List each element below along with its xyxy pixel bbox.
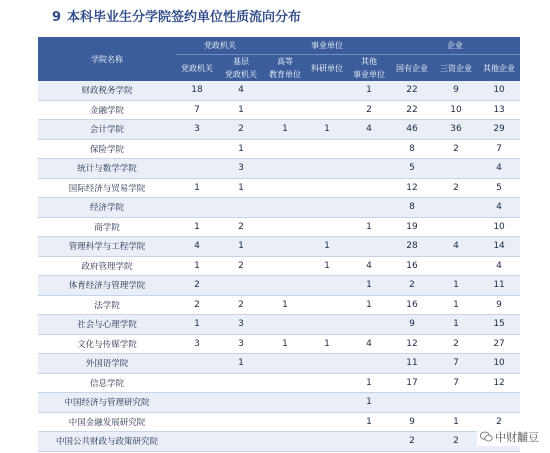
table-cell: 2 bbox=[390, 276, 434, 296]
table-cell bbox=[348, 237, 390, 257]
column-header: 三资企业 bbox=[434, 55, 478, 82]
table-cell: 11 bbox=[390, 354, 434, 374]
table-cell bbox=[264, 217, 306, 237]
table-cell bbox=[264, 159, 306, 179]
table-row bbox=[38, 256, 520, 276]
table-cell: 2 bbox=[218, 120, 264, 140]
college-name: 社会与心理学院 bbox=[38, 315, 176, 335]
table-cell bbox=[264, 256, 306, 276]
table-cell: 2 bbox=[176, 276, 218, 296]
college-name: 中国金融发展研究院 bbox=[38, 412, 176, 432]
college-name: 商学院 bbox=[38, 217, 176, 237]
table-cell: 2 bbox=[434, 139, 478, 159]
wechat-icon bbox=[480, 430, 493, 443]
group-header-enterprise: 企业 bbox=[390, 37, 520, 55]
college-name: 法学院 bbox=[38, 295, 176, 315]
table-cell: 11 bbox=[478, 276, 520, 296]
table-cell: 17 bbox=[390, 373, 434, 393]
table-cell bbox=[348, 198, 390, 218]
table-cell: 1 bbox=[434, 315, 478, 335]
table-row bbox=[38, 412, 520, 432]
table-cell bbox=[348, 178, 390, 198]
table-cell: 4 bbox=[478, 198, 520, 218]
table-cell: 5 bbox=[390, 159, 434, 179]
table-cell: 1 bbox=[218, 139, 264, 159]
table-row bbox=[38, 334, 520, 354]
table-cell: 1 bbox=[348, 295, 390, 315]
table-cell bbox=[434, 217, 478, 237]
table-cell bbox=[176, 198, 218, 218]
table-cell bbox=[264, 354, 306, 374]
column-header: 国有企业 bbox=[390, 55, 434, 82]
table-cell: 36 bbox=[434, 120, 478, 140]
college-name: 经济学院 bbox=[38, 198, 176, 218]
table-cell: 19 bbox=[390, 217, 434, 237]
table-cell: 1 bbox=[348, 373, 390, 393]
table-cell: 1 bbox=[218, 354, 264, 374]
table-cell: 9 bbox=[434, 81, 478, 100]
table-cell bbox=[176, 393, 218, 413]
table-cell: 1 bbox=[176, 315, 218, 335]
college-name: 中国经济与管理研究院 bbox=[38, 393, 176, 413]
table-cell: 1 bbox=[348, 81, 390, 100]
table-cell: 1 bbox=[218, 237, 264, 257]
watermark-text: 中财黼豆 bbox=[495, 431, 539, 444]
table-cell: 9 bbox=[478, 295, 520, 315]
table-cell: 7 bbox=[434, 373, 478, 393]
table-cell: 4 bbox=[348, 120, 390, 140]
table-cell: 28 bbox=[390, 237, 434, 257]
table-cell bbox=[306, 217, 348, 237]
college-name: 中国公共财政与政策研究院 bbox=[38, 432, 176, 452]
table-cell bbox=[478, 393, 520, 413]
table-cell: 1 bbox=[176, 256, 218, 276]
group-header-gov: 党政机关 bbox=[176, 37, 264, 55]
table-cell: 2 bbox=[218, 217, 264, 237]
table-cell: 5 bbox=[478, 178, 520, 198]
table-cell: 14 bbox=[478, 237, 520, 257]
college-name: 国际经济与贸易学院 bbox=[38, 178, 176, 198]
group-header-institution: 事业单位 bbox=[264, 37, 390, 55]
table-row bbox=[38, 237, 520, 257]
table-cell bbox=[348, 432, 390, 452]
table-cell: 18 bbox=[176, 81, 218, 100]
table-cell: 1 bbox=[348, 276, 390, 296]
column-header: 其他 事业单位 bbox=[348, 55, 390, 82]
table-cell bbox=[264, 178, 306, 198]
table-cell bbox=[218, 276, 264, 296]
table-cell bbox=[264, 237, 306, 257]
table-cell: 1 bbox=[264, 334, 306, 354]
column-header: 基层 党政机关 bbox=[218, 55, 264, 82]
table-cell bbox=[218, 432, 264, 452]
table-cell: 1 bbox=[176, 178, 218, 198]
table-cell: 4 bbox=[434, 237, 478, 257]
table-cell bbox=[176, 432, 218, 452]
table-cell: 8 bbox=[390, 139, 434, 159]
table-cell: 2 bbox=[478, 412, 520, 432]
college-name: 财政税务学院 bbox=[38, 81, 176, 100]
column-header: 党政机关 bbox=[176, 55, 218, 82]
table-cell bbox=[348, 315, 390, 335]
table-cell: 7 bbox=[176, 100, 218, 120]
table-cell bbox=[176, 354, 218, 374]
table-cell: 1 bbox=[348, 412, 390, 432]
table-cell: 4 bbox=[176, 237, 218, 257]
section-number: 9 bbox=[52, 10, 62, 25]
table-cell bbox=[264, 276, 306, 296]
table-cell bbox=[434, 198, 478, 218]
table-cell: 10 bbox=[478, 217, 520, 237]
table-cell bbox=[434, 159, 478, 179]
table-row bbox=[38, 217, 520, 237]
college-name: 统计与数学学院 bbox=[38, 159, 176, 179]
table-cell: 1 bbox=[218, 100, 264, 120]
table-cell: 12 bbox=[390, 334, 434, 354]
table-cell bbox=[176, 412, 218, 432]
table-cell: 3 bbox=[176, 334, 218, 354]
table-cell: 3 bbox=[218, 159, 264, 179]
table-cell bbox=[218, 393, 264, 413]
table-cell bbox=[434, 256, 478, 276]
table-row bbox=[38, 198, 520, 218]
table-cell: 2 bbox=[434, 334, 478, 354]
column-header: 高等 教育单位 bbox=[264, 55, 306, 82]
table-cell: 1 bbox=[306, 120, 348, 140]
table-cell: 2 bbox=[434, 178, 478, 198]
table-cell bbox=[306, 295, 348, 315]
table-row bbox=[38, 276, 520, 296]
college-name: 会计学院 bbox=[38, 120, 176, 140]
table-cell: 9 bbox=[390, 315, 434, 335]
table-cell: 46 bbox=[390, 120, 434, 140]
table-cell: 12 bbox=[478, 373, 520, 393]
table-row bbox=[38, 373, 520, 393]
table-cell: 1 bbox=[306, 256, 348, 276]
table-cell: 16 bbox=[390, 295, 434, 315]
table-cell: 1 bbox=[218, 178, 264, 198]
table-cell: 4 bbox=[348, 256, 390, 276]
table-cell: 2 bbox=[218, 295, 264, 315]
table-row bbox=[38, 315, 520, 335]
table-cell: 1 bbox=[434, 412, 478, 432]
table-cell bbox=[264, 412, 306, 432]
table-cell bbox=[306, 100, 348, 120]
table-cell bbox=[218, 198, 264, 218]
table-row bbox=[38, 139, 520, 159]
college-name: 政府管理学院 bbox=[38, 256, 176, 276]
column-header: 其他企业 bbox=[478, 55, 520, 82]
table-cell bbox=[264, 315, 306, 335]
page-title bbox=[52, 6, 301, 25]
table-cell: 27 bbox=[478, 334, 520, 354]
table-cell bbox=[264, 139, 306, 159]
table-cell bbox=[264, 81, 306, 100]
college-name: 管理科学与工程学院 bbox=[38, 237, 176, 257]
table-row bbox=[38, 120, 520, 140]
college-name: 外国语学院 bbox=[38, 354, 176, 374]
table-cell bbox=[306, 159, 348, 179]
table-cell: 1 bbox=[264, 120, 306, 140]
title-text: 本科毕业生分学院签约单位性质流向分布 bbox=[67, 10, 302, 25]
table-cell: 1 bbox=[264, 295, 306, 315]
table-row bbox=[38, 178, 520, 198]
table-row bbox=[38, 159, 520, 179]
college-name: 体育经济与管理学院 bbox=[38, 276, 176, 296]
table-cell bbox=[176, 159, 218, 179]
college-name: 信息学院 bbox=[38, 373, 176, 393]
table-cell: 2 bbox=[434, 432, 478, 452]
table-cell bbox=[264, 432, 306, 452]
table-cell bbox=[348, 159, 390, 179]
table-cell: 10 bbox=[434, 100, 478, 120]
table-cell: 7 bbox=[434, 354, 478, 374]
table-cell: 1 bbox=[348, 217, 390, 237]
college-name: 金融学院 bbox=[38, 100, 176, 120]
table-cell: 2 bbox=[390, 432, 434, 452]
table-cell bbox=[306, 393, 348, 413]
table-cell bbox=[306, 198, 348, 218]
college-name: 文化与传媒学院 bbox=[38, 334, 176, 354]
table-cell: 1 bbox=[306, 237, 348, 257]
table-cell: 4 bbox=[478, 256, 520, 276]
table-cell bbox=[264, 198, 306, 218]
table-cell: 12 bbox=[390, 178, 434, 198]
table-row bbox=[38, 81, 520, 100]
table-cell bbox=[390, 393, 434, 413]
table-cell bbox=[434, 393, 478, 413]
table-cell bbox=[348, 139, 390, 159]
table-cell: 1 bbox=[434, 295, 478, 315]
table-row bbox=[38, 295, 520, 315]
table-cell bbox=[176, 373, 218, 393]
table-cell bbox=[176, 139, 218, 159]
table-cell: 3 bbox=[218, 315, 264, 335]
table-cell bbox=[306, 276, 348, 296]
college-name: 保险学院 bbox=[38, 139, 176, 159]
table-cell: 1 bbox=[176, 217, 218, 237]
table-cell bbox=[218, 412, 264, 432]
table-cell: 3 bbox=[176, 120, 218, 140]
table-cell: 2 bbox=[218, 256, 264, 276]
table-cell bbox=[348, 354, 390, 374]
table-cell bbox=[306, 139, 348, 159]
table-cell: 10 bbox=[478, 81, 520, 100]
table-cell: 22 bbox=[390, 81, 434, 100]
table-cell bbox=[306, 81, 348, 100]
table-cell: 29 bbox=[478, 120, 520, 140]
table-cell bbox=[306, 315, 348, 335]
table-cell: 7 bbox=[478, 139, 520, 159]
table-cell: 15 bbox=[478, 315, 520, 335]
table-cell: 2 bbox=[348, 100, 390, 120]
table-cell: 4 bbox=[348, 334, 390, 354]
table-cell: 2 bbox=[176, 295, 218, 315]
table-cell bbox=[306, 373, 348, 393]
table-cell: 10 bbox=[478, 354, 520, 374]
table-cell bbox=[264, 393, 306, 413]
table-row bbox=[38, 354, 520, 374]
table-cell: 4 bbox=[218, 81, 264, 100]
table-cell bbox=[264, 373, 306, 393]
table-cell: 16 bbox=[390, 256, 434, 276]
table-cell: 22 bbox=[390, 100, 434, 120]
table-cell: 13 bbox=[478, 100, 520, 120]
table-cell: 9 bbox=[390, 412, 434, 432]
table-cell: 1 bbox=[434, 276, 478, 296]
table-cell bbox=[306, 412, 348, 432]
table-cell bbox=[218, 373, 264, 393]
table-cell: 1 bbox=[348, 393, 390, 413]
watermark bbox=[477, 428, 542, 446]
table-cell: 4 bbox=[478, 159, 520, 179]
table-row bbox=[38, 393, 520, 413]
table-cell bbox=[306, 178, 348, 198]
table-cell bbox=[306, 432, 348, 452]
table-row bbox=[38, 100, 520, 120]
table-row bbox=[38, 432, 520, 452]
destination-table bbox=[38, 37, 520, 452]
column-header: 科研单位 bbox=[306, 55, 348, 82]
table-cell: 3 bbox=[218, 334, 264, 354]
table-cell: 1 bbox=[306, 334, 348, 354]
table-cell bbox=[264, 100, 306, 120]
name-header: 学院名称 bbox=[38, 37, 176, 81]
table-cell: 8 bbox=[390, 198, 434, 218]
table-cell bbox=[306, 354, 348, 374]
